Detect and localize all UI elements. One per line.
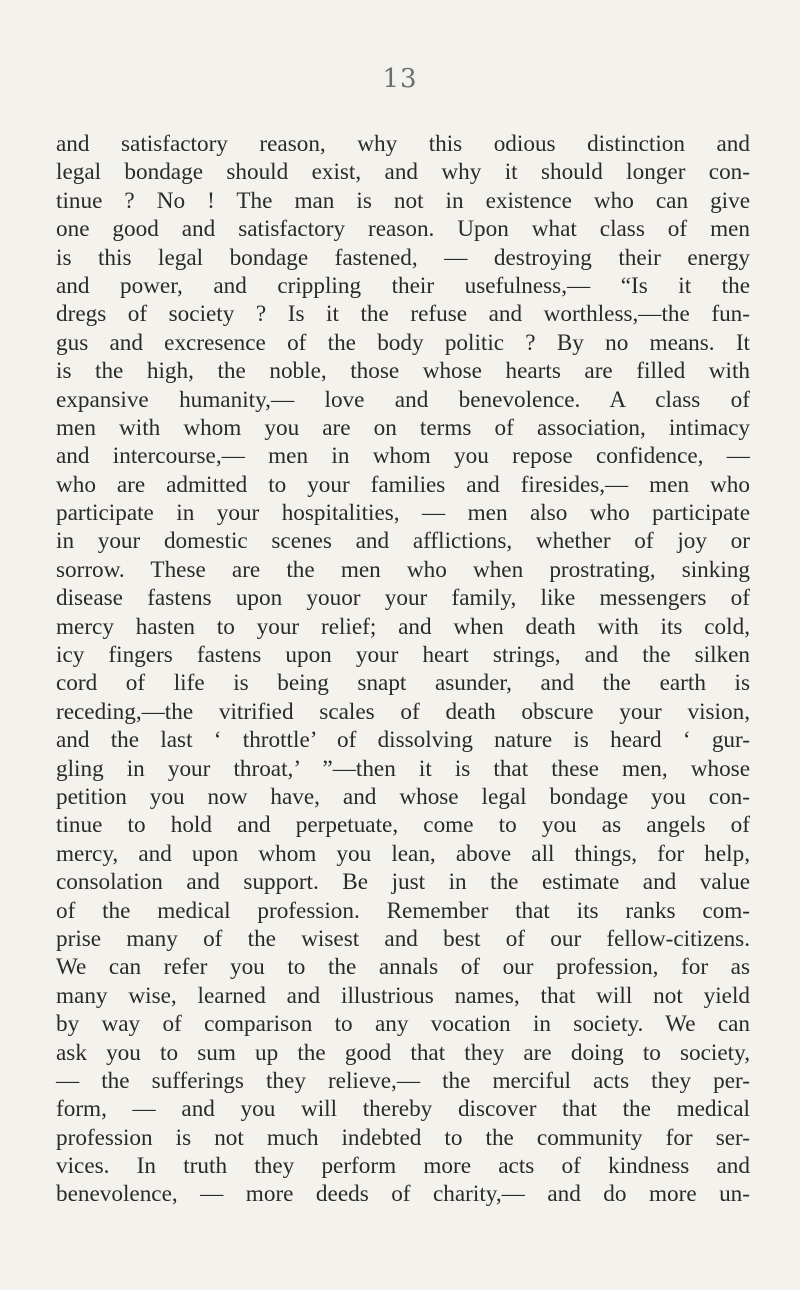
text-line: benevolence, — more deeds of charity,— and do more un-	[56, 1181, 750, 1208]
text-line: profession is not much indebted to the community for ser-	[56, 1124, 750, 1151]
text-line: vices. In truth they perform more acts of kindness and	[56, 1153, 750, 1180]
text-line: gling in your throat,’ ”—then it is that these men, whose	[56, 755, 750, 782]
text-line: ask you to sum up the good that they are doing to society,	[56, 1039, 750, 1066]
text-line: tinue to hold and perpetuate, come to you as angels of	[56, 812, 750, 839]
text-line: tinue ? No ! The man is not in existence who can give	[56, 187, 750, 214]
text-line: prise many of the wisest and best of our fellow-citizens.	[56, 925, 750, 952]
text-line: sorrow. These are the men who when prostrating, sinking	[56, 556, 750, 583]
text-line: who are admitted to your families and firesides,— men who	[56, 471, 750, 498]
text-line: and power, and crippling their usefulness,— “Is it the	[56, 272, 750, 299]
page-number: 13	[382, 64, 418, 94]
text-line: cord of life is being snapt asunder, and the earth is	[56, 670, 750, 697]
text-line: — the sufferings they relieve,— the merciful acts they per-	[56, 1067, 750, 1094]
text-line: is the high, the noble, those whose hearts are filled with	[56, 358, 750, 385]
text-line: dregs of society ? Is it the refuse and worthless,—the fun-	[56, 301, 750, 328]
text-line: disease fastens upon youor your family, like messengers of	[56, 585, 750, 612]
text-line: one good and satisfactory reason. Upon what class of men	[56, 216, 750, 243]
text-line: petition you now have, and whose legal bondage you con-	[56, 783, 750, 810]
text-line: of the medical profession. Remember that its ranks com-	[56, 897, 750, 924]
text-line: consolation and support. Be just in the estimate and value	[56, 869, 750, 896]
text-line: legal bondage should exist, and why it should longer con-	[56, 159, 750, 186]
text-line: icy fingers fastens upon your heart strings, and the silken	[56, 642, 750, 669]
text-line: mercy hasten to your relief; and when death with its cold,	[56, 613, 750, 640]
text-line: gus and excresence of the body politic ? By no means. It	[56, 329, 750, 356]
text-line: mercy, and upon whom you lean, above all things, for help,	[56, 840, 750, 867]
text-line: and intercourse,— men in whom you repose confidence, —	[56, 443, 750, 470]
text-line: expansive humanity,— love and benevolence. A class of	[56, 386, 750, 413]
text-line: receding,—the vitrified scales of death obscure your vision,	[56, 698, 750, 725]
text-line: We can refer you to the annals of our profession, for as	[56, 954, 750, 981]
text-line: and satisfactory reason, why this odious distinction and	[56, 131, 750, 157]
text-line: participate in your hospitalities, — men also who participate	[56, 500, 750, 527]
body-text	[56, 130, 750, 1209]
text-line: men with whom you are on terms of association, intimacy	[56, 414, 750, 441]
text-line: many wise, learned and illustrious names, that will not yield	[56, 982, 750, 1009]
text-line: by way of comparison to any vocation in society. We can	[56, 1011, 750, 1038]
text-line: is this legal bondage fastened, — destroying their energy	[56, 244, 750, 271]
text-line: and the last ‘ throttle’ of dissolving nature is heard ‘ gur-	[56, 727, 750, 754]
text-line: form, — and you will thereby discover that the medical	[56, 1096, 750, 1123]
text-line: in your domestic scenes and afflictions, whether of joy or	[56, 528, 750, 555]
